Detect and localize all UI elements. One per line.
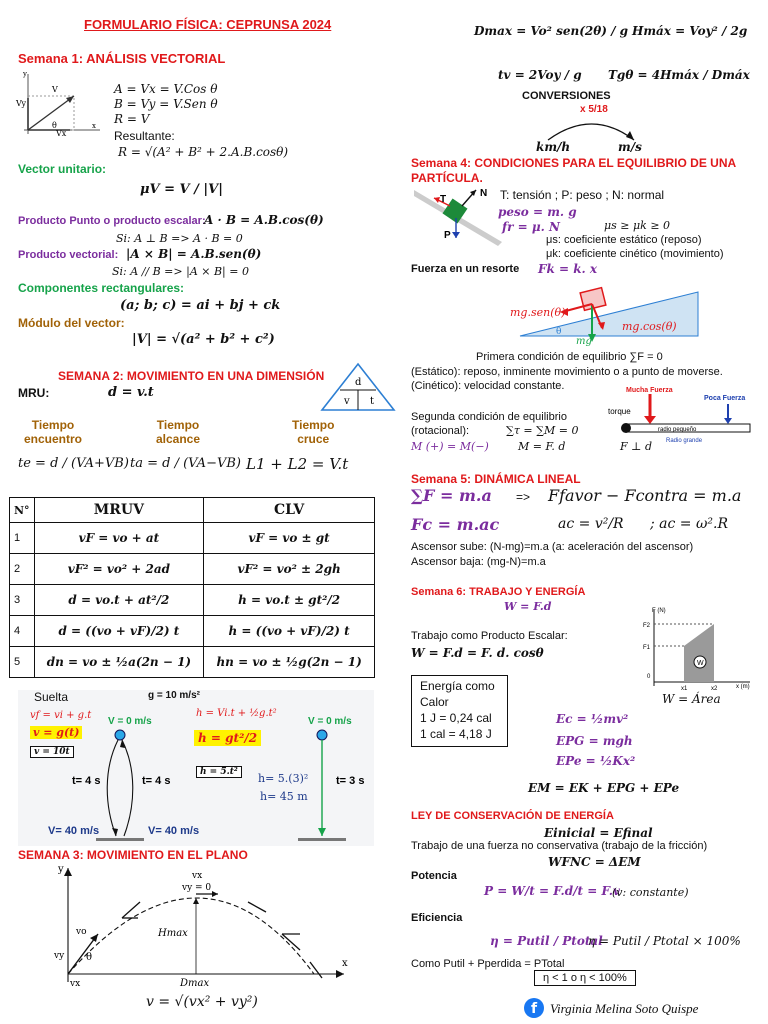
- mruv-formula: vF² = vo² + 2ad: [34, 554, 204, 585]
- semana4-title: Semana 4: CONDICIONES PARA EL EQUILIBRIO DE UNA PARTÍCULA.: [411, 156, 736, 185]
- mucha-fuerza-label: Mucha Fuerza: [626, 387, 673, 394]
- forces-legend: T: tensión ; P: peso ; N: normal: [500, 188, 665, 202]
- energia-line3: 1 J = 0,24 cal: [420, 711, 492, 725]
- mg-label: mg: [576, 336, 592, 347]
- eq-a: A = Vx = V.Cos θ: [114, 82, 218, 96]
- potencia-note: (v: constante): [612, 886, 689, 899]
- row-number: 1: [10, 523, 35, 554]
- radio-pequeno-label: radio pequeño: [658, 427, 697, 433]
- incline-block-diagram: [410, 186, 502, 250]
- unit-vector-eq: μV = V / |V|: [140, 182, 223, 197]
- potencia-eq: P = W/t = F.d/t = F.v: [484, 884, 620, 898]
- h-gt2: h = gt²/2: [194, 730, 261, 746]
- escalar-label: Trabajo como Producto Escalar:: [411, 630, 568, 642]
- graph-w-label: W: [697, 660, 704, 667]
- v40-label-a: V= 40 m/s: [48, 825, 100, 837]
- peso-eq: peso = m. g: [498, 205, 577, 219]
- suelta-label: Suelta: [34, 690, 69, 704]
- vf-eq: vf = vi + g.t: [30, 710, 92, 721]
- dmax-eq: Dmax = Vo² sen(2θ) / g: [474, 24, 629, 38]
- friction-eq: fr = μ. N: [502, 220, 561, 234]
- kinetic-energy-eq: Ec = ½mv²: [556, 712, 629, 726]
- table-row: [10, 647, 375, 678]
- tension-label: T: [440, 194, 447, 205]
- v-gt: v = g(t): [30, 726, 82, 739]
- header-clv: CLV: [204, 498, 375, 523]
- hmax-eq: Hmáx = Voy² / 2g: [632, 24, 748, 38]
- row-number: 4: [10, 616, 35, 647]
- table-row: [10, 554, 375, 585]
- mgsen-label: mg.sen(θ): [510, 306, 566, 319]
- cross-product-eq: |A × B| = A.B.sen(θ): [126, 247, 262, 261]
- vx-label: Vx: [56, 129, 67, 138]
- te-eq: te = d / (VA+VB): [18, 456, 129, 471]
- mgcos-label: mg.cos(θ): [622, 320, 677, 333]
- graph-x1-label: x1: [681, 686, 688, 692]
- resultante-label: Resultante:: [114, 129, 175, 143]
- v0-label-b: V = 0 m/s: [308, 716, 352, 727]
- header-n: N°: [10, 498, 35, 523]
- mechanical-energy-eq: EM = EK + EPG + EPe: [528, 781, 680, 795]
- ascensor-baja: Ascensor baja: (mg-N)=m.a: [411, 556, 546, 568]
- estatico-note: (Estático): reposo, inminente movimiento o a punto de moverse.: [411, 366, 723, 378]
- no-conservativa-label: Trabajo de una fuerza no conservativa (trabajo de la fricción): [411, 840, 708, 852]
- v0-label-a: V = 0 m/s: [108, 716, 152, 727]
- implies-arrow: =>: [516, 490, 531, 504]
- semana6-title: Semana 6: TRABAJO Y ENERGÍA: [411, 586, 586, 598]
- eficiencia-label: Eficiencia: [411, 912, 463, 924]
- proj-x-label: x: [342, 958, 348, 969]
- escalar-eq: W = F.d = F. d. cosθ: [411, 646, 544, 660]
- module-label: Módulo del vector:: [18, 316, 125, 330]
- energia-line2: Calor: [420, 695, 449, 709]
- torque-diagram: [604, 384, 754, 446]
- tiempo-alcance-label: Tiempo alcance: [156, 418, 201, 446]
- graph-f2-label: F2: [643, 623, 651, 629]
- proj-vx-top: vx: [192, 871, 203, 881]
- semana3-title: SEMANA 3: MOVIMIENTO EN EL PLANO: [18, 848, 248, 862]
- elastic-energy-eq: EPe = ½Kx²: [556, 754, 636, 768]
- clv-formula: vF² = vo² ± 2gh: [204, 554, 375, 585]
- triangle-t: t: [370, 396, 375, 407]
- centripetal-force-eq: Fc = m.ac: [411, 515, 500, 534]
- page-title: FORMULARIO FÍSICA: CEPRUNSA 2024: [84, 17, 332, 32]
- author-name: Virginia Melina Soto Quispe: [550, 1001, 699, 1016]
- ta-eq: ta = d / (VA−VB): [130, 456, 241, 471]
- energia-line1: Energía como: [420, 679, 495, 693]
- conservacion-eq: Einicial = Efinal: [544, 826, 653, 840]
- v-10t: v = 10t: [30, 746, 74, 758]
- f-perp-d: F ⊥ d: [620, 440, 653, 453]
- eta-box: η < 1 o η < 100%: [534, 970, 636, 986]
- tg-eq: Tgθ = 4Hmáx / Dmáx: [608, 68, 750, 82]
- y-axis-label: y: [23, 70, 27, 78]
- h-eq: h = Vi.t + ½g.t²: [196, 708, 277, 719]
- resultante-eq: R = √(A² + B² + 2.A.B.cosθ): [118, 145, 289, 159]
- conservacion-title: LEY DE CONSERVACIÓN DE ENERGÍA: [411, 810, 614, 822]
- mru-eq: d = v.t: [108, 385, 154, 400]
- cruce-eq: L1 + L2 = V.t: [246, 455, 349, 473]
- clv-formula: hn = vo ± ½g(2n − 1): [204, 647, 375, 678]
- incline-theta: θ: [556, 327, 562, 337]
- mruv-clv-table: [9, 497, 375, 678]
- ac-v2r-eq: ac = v²/R: [558, 516, 624, 532]
- graph-f-label: F (N): [652, 608, 666, 614]
- graph-f1-label: F1: [643, 645, 651, 651]
- proj-vy: vy: [54, 951, 65, 961]
- tv-eq: tv = 2Voy / g: [498, 68, 582, 82]
- table-row: [10, 523, 375, 554]
- potencia-label: Potencia: [411, 870, 457, 882]
- poca-fuerza-label: Poca Fuerza: [704, 395, 746, 402]
- mruv-formula: d = vo.t + at²/2: [34, 585, 204, 616]
- resorte-eq: Fk = k. x: [538, 262, 598, 276]
- h45-label: h= 45 m: [260, 790, 308, 803]
- radio-grande-label: Radio grande: [666, 438, 703, 444]
- vector-decomposition-diagram: [14, 70, 104, 136]
- eficiencia-eq1: η = Putil / Ptotal: [490, 934, 603, 948]
- clv-formula: h = ((vo + vF)/2) t: [204, 616, 375, 647]
- table-row: [10, 616, 375, 647]
- mu-inequality: μs ≥ μk ≥ 0: [604, 219, 671, 232]
- eficiencia-eq2: η = Putil / Ptotal × 100%: [588, 934, 741, 948]
- proj-hmax: Hmax: [158, 928, 188, 939]
- mru-label: MRU:: [18, 386, 50, 400]
- rotacional-label: (rotacional):: [411, 425, 470, 437]
- ascensor-sube: Ascensor sube: (N-mg)=m.a (a: aceleración del ascensor): [411, 541, 694, 553]
- ms-label: m/s: [618, 140, 642, 154]
- mu-k-def: μk: coeficiente cinético (movimiento): [546, 248, 724, 260]
- clv-formula: vF = vo ± gt: [204, 523, 375, 554]
- tiempo-encuentro-label: Tiempo encuentro: [24, 418, 83, 446]
- triangle-v: v: [344, 396, 350, 407]
- eq-b: B = Vy = V.Sen θ: [114, 97, 218, 111]
- v-magnitude-eq: v = √(vx² + vy²): [146, 994, 258, 1010]
- proj-theta: θ: [86, 952, 93, 963]
- t4-label-b: t= 4 s: [142, 775, 171, 787]
- graph-origin: 0: [647, 674, 651, 680]
- energia-line4: 1 cal = 4,18 J: [420, 727, 492, 741]
- x-axis-label: x: [92, 122, 96, 130]
- semana5-title: Semana 5: DINÁMICA LINEAL: [411, 472, 581, 486]
- unit-vector-label: Vector unitario:: [18, 162, 107, 176]
- conversion-factor: x 5/18: [580, 104, 608, 115]
- graph-x2-label: x2: [711, 686, 718, 692]
- mu-s-def: μs: coeficiente estático (reposo): [546, 234, 702, 246]
- triangle-d: d: [355, 377, 362, 388]
- facebook-icon: f: [524, 998, 544, 1018]
- clv-formula: h = vo.t ± gt²/2: [204, 585, 375, 616]
- kmh-label: km/h: [536, 140, 571, 154]
- mruv-formula: dn = vo ± ½a(2n − 1): [34, 647, 204, 678]
- theta-label: θ: [52, 121, 57, 130]
- mruv-formula: vF = vo + at: [34, 523, 204, 554]
- graph-xm-label: x (m): [736, 684, 750, 690]
- moment-eq: M (+) = M(−): [411, 440, 489, 453]
- favor-contra-eq: Ffavor − Fcontra = m.a: [548, 486, 742, 505]
- ac-omega-eq: ; ac = ω².R: [650, 516, 729, 532]
- dot-product-label: Producto Punto o producto escalar:: [18, 215, 206, 227]
- semana2-title: SEMANA 2: MOVIMIENTO EN UNA DIMENSIÓN: [58, 369, 325, 383]
- wfnc-eq: WFNC = ΔEM: [548, 855, 641, 869]
- components-eq: (a; b; c) = ai + bj + ck: [120, 298, 281, 313]
- t3-label: t= 3 s: [336, 775, 365, 787]
- proj-vo: vo: [76, 927, 87, 937]
- eq-r: R = V: [114, 112, 150, 126]
- torque-sum: ∑τ = ∑M = 0: [506, 424, 579, 437]
- header-mruv: MRUV: [34, 498, 204, 523]
- peso-label: P: [444, 230, 451, 241]
- moment-fd: M = F. d: [518, 440, 566, 453]
- module-eq: |V| = √(a² + b² + c²): [132, 332, 275, 347]
- primera-condicion: Primera condición de equilibrio ∑F = 0: [476, 351, 663, 363]
- vy-label: Vy: [16, 99, 26, 108]
- proj-y-label: y: [58, 864, 64, 875]
- row-number: 3: [10, 585, 35, 616]
- row-number: 5: [10, 647, 35, 678]
- g-value: g = 10 m/s²: [148, 690, 200, 701]
- dot-product-eq: A · B = A.B.cos(θ): [204, 213, 324, 227]
- tiempo-cruce-label: Tiempo cruce: [292, 418, 335, 446]
- force-distance-graph: [640, 606, 758, 696]
- v-label: V: [52, 85, 58, 94]
- free-fall-diagram: [18, 708, 374, 846]
- dvt-triangle: [320, 362, 396, 412]
- cross-product-label: Producto vectorial:: [18, 249, 119, 261]
- table-row: [10, 585, 375, 616]
- v40-label-b: V= 40 m/s: [148, 825, 200, 837]
- como-ptotal: Como Putil + Pperdida = PTotal: [411, 958, 565, 970]
- mruv-formula: d = ((vo + vF)/2) t: [34, 616, 204, 647]
- row-number: 2: [10, 554, 35, 585]
- segunda-condicion: Segunda condición de equilibrio: [411, 411, 567, 423]
- sum-f-eq: ∑F = m.a: [411, 486, 492, 505]
- conversiones-label: CONVERSIONES: [522, 90, 611, 102]
- dot-product-cond: Si: A ⊥ B => A · B = 0: [116, 232, 243, 245]
- gravitational-energy-eq: EPG = mgh: [556, 734, 633, 748]
- components-label: Componentes rectangulares:: [18, 281, 185, 295]
- semana1-title: Semana 1: ANÁLISIS VECTORIAL: [18, 51, 226, 66]
- proj-dmax: Dmax: [180, 978, 210, 989]
- proj-vy0: vy = 0: [182, 883, 212, 893]
- t4-label-a: t= 4 s: [72, 775, 101, 787]
- torque-label: torque: [608, 407, 631, 416]
- resorte-label: Fuerza en un resorte: [411, 263, 520, 275]
- cross-product-cond: Si: A // B => |A × B| = 0: [112, 265, 249, 278]
- proj-vx: vx: [70, 979, 81, 989]
- projectile-diagram: [52, 862, 352, 990]
- h5-label: h= 5.(3)²: [258, 772, 309, 785]
- work-eq: W = F.d: [504, 600, 552, 613]
- h-5t2: h = 5.t²: [196, 766, 242, 778]
- normal-label: N: [480, 188, 488, 199]
- cinetico-note: (Cinético): velocidad constante.: [411, 380, 565, 392]
- work-area-eq: W = Área: [662, 692, 721, 706]
